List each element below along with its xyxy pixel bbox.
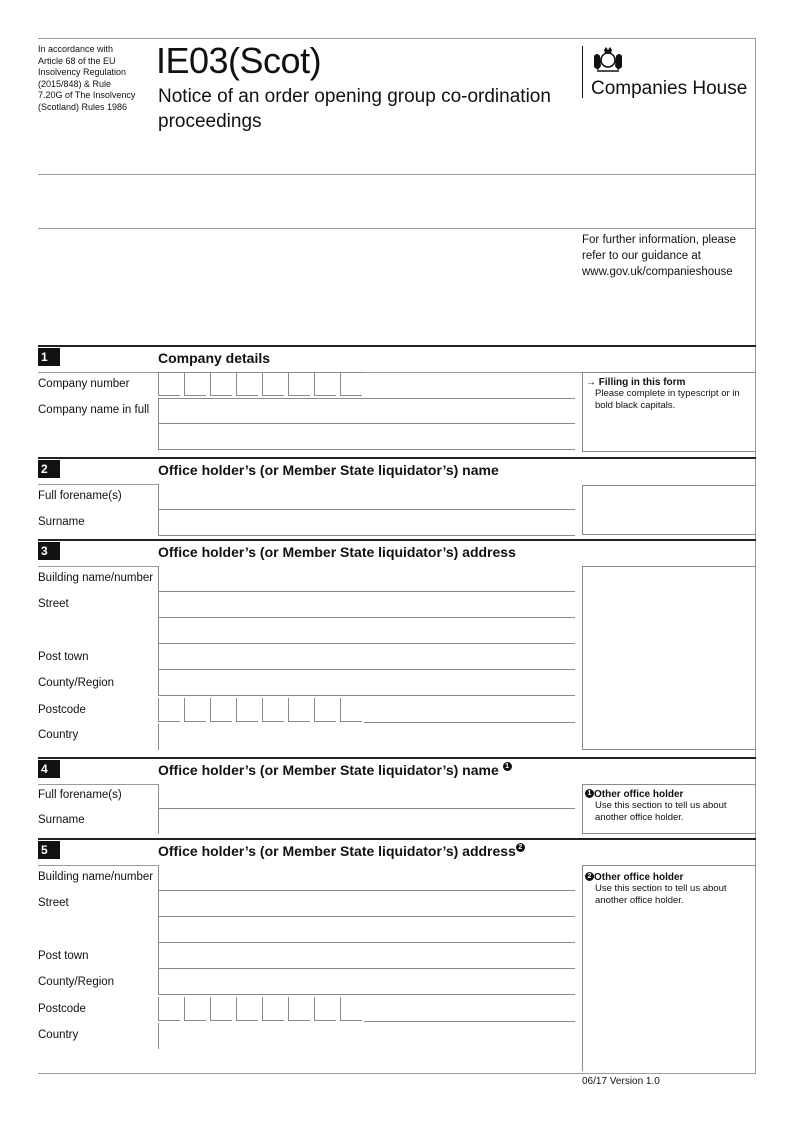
section-2-number: 2 — [38, 460, 60, 478]
forename-field-2[interactable] — [158, 784, 575, 809]
post-town-label-2: Post town — [38, 950, 89, 962]
note-2: 2 Other office holder Use this section to tell us about another office holder. — [585, 872, 751, 907]
company-number-digit[interactable] — [158, 372, 180, 396]
logo-divider — [582, 46, 583, 98]
arrow-right-icon: → — [586, 377, 596, 388]
postcode-char[interactable] — [288, 997, 310, 1021]
building-field[interactable] — [158, 566, 575, 592]
brand-name: Companies House — [591, 78, 748, 99]
county-label-2: County/Region — [38, 976, 115, 988]
forename-field[interactable] — [158, 484, 575, 510]
section-3-number: 3 — [38, 542, 60, 560]
postcode-char[interactable] — [184, 997, 206, 1021]
postcode-char[interactable] — [262, 698, 284, 722]
forename-label-2: Full forename(s) — [38, 789, 122, 801]
company-name-field-line-2[interactable] — [158, 424, 575, 450]
filling-note: → Filling in this form Please complete in typescript or in bold black capitals. — [586, 377, 740, 411]
country-label-2: Country — [38, 1029, 79, 1041]
note-1: 1 Other office holder Use this section to tell us about another office holder. — [585, 789, 751, 824]
footer-rule — [38, 1073, 756, 1074]
form-title: Notice of an order opening group co-ordination proceedings — [158, 86, 551, 132]
postcode-char[interactable] — [340, 997, 362, 1021]
form-code: IE03(Scot) — [156, 40, 322, 81]
postcode-char[interactable] — [236, 698, 258, 722]
header-rule-1 — [38, 174, 756, 175]
postcode-char[interactable] — [210, 997, 232, 1021]
guidance-note: For further information, please refer to our guidance at www.gov.uk/companieshouse — [582, 234, 737, 278]
postcode-char[interactable] — [236, 997, 258, 1021]
company-number-digit[interactable] — [288, 372, 310, 396]
company-number-label: Company number — [38, 378, 130, 390]
street-label-2: Street — [38, 897, 69, 909]
country-field-2[interactable] — [158, 1023, 575, 1049]
company-number-digit[interactable] — [262, 372, 284, 396]
note-1-marker: 1 — [503, 762, 512, 771]
postcode-char[interactable] — [158, 997, 180, 1021]
surname-field-2[interactable] — [158, 809, 575, 834]
header-rule-2 — [38, 228, 756, 229]
street-field-line-2[interactable] — [158, 618, 575, 644]
company-number-digit[interactable] — [184, 372, 206, 396]
company-number-digit[interactable] — [340, 372, 362, 396]
postcode-label-2: Postcode — [38, 1003, 86, 1015]
surname-label-2: Surname — [38, 814, 85, 826]
legal-note: In accordance with Article 68 of the EU Insolvency Regulation (2015/848) & Rule 7.20G of The Insolvency (Scotland) Rules 1986 — [38, 44, 136, 112]
section-2-side-panel — [582, 485, 756, 535]
section-5-title: Office holder’s (or Member State liquidator’s) address 2 — [158, 843, 525, 859]
street-field-2-line-2[interactable] — [158, 917, 575, 943]
company-name-label: Company name in full — [38, 404, 150, 416]
section-4-title: Office holder’s (or Member State liquidator’s) name 1 — [158, 762, 512, 778]
street-field-2[interactable] — [158, 891, 575, 917]
post-town-field[interactable] — [158, 644, 575, 670]
building-field-2[interactable] — [158, 865, 575, 891]
county-field[interactable] — [158, 670, 575, 696]
surname-label: Surname — [38, 516, 85, 528]
company-number-digit[interactable] — [314, 372, 336, 396]
section-5-rule — [38, 838, 756, 840]
street-field[interactable] — [158, 592, 575, 618]
building-label-2: Building name/number — [38, 871, 154, 883]
section-4-rule — [38, 757, 756, 759]
building-label: Building name/number — [38, 572, 154, 584]
section-2-title: Office holder’s (or Member State liquidator’s) name — [158, 462, 499, 478]
street-label: Street — [38, 598, 69, 610]
section-2-rule — [38, 457, 756, 459]
postcode-char[interactable] — [340, 698, 362, 722]
postcode-char[interactable] — [262, 997, 284, 1021]
note-1-icon: 1 — [585, 789, 594, 798]
section-1-rule — [38, 345, 756, 347]
country-field[interactable] — [158, 724, 575, 750]
section-3-side-panel — [582, 566, 756, 750]
section-1-number: 1 — [38, 348, 60, 366]
company-number-digit[interactable] — [210, 372, 232, 396]
county-field-2[interactable] — [158, 969, 575, 995]
postcode-char[interactable] — [288, 698, 310, 722]
postcode-char[interactable] — [184, 698, 206, 722]
version-label: 06/17 Version 1.0 — [582, 1076, 660, 1087]
section-1-title: Company details — [158, 350, 271, 366]
section-5-number: 5 — [38, 841, 60, 859]
post-town-label: Post town — [38, 651, 89, 663]
postcode-label: Postcode — [38, 704, 86, 716]
companies-house-logo — [582, 44, 762, 100]
royal-crest-icon — [591, 44, 625, 74]
section-4-number: 4 — [38, 760, 60, 778]
postcode-char[interactable] — [314, 997, 336, 1021]
forename-label: Full forename(s) — [38, 490, 122, 502]
note-2-marker: 2 — [516, 843, 525, 852]
section-3-title: Office holder’s (or Member State liquidator’s) address — [158, 544, 516, 560]
country-label: Country — [38, 729, 79, 741]
postcode-char[interactable] — [210, 698, 232, 722]
company-name-field[interactable] — [158, 398, 575, 424]
postcode-char[interactable] — [314, 698, 336, 722]
section-3-rule — [38, 539, 756, 541]
county-label: County/Region — [38, 677, 115, 689]
surname-field[interactable] — [158, 510, 575, 536]
post-town-field-2[interactable] — [158, 943, 575, 969]
postcode-char[interactable] — [158, 698, 180, 722]
company-number-digit[interactable] — [236, 372, 258, 396]
note-2-icon: 2 — [585, 872, 594, 881]
